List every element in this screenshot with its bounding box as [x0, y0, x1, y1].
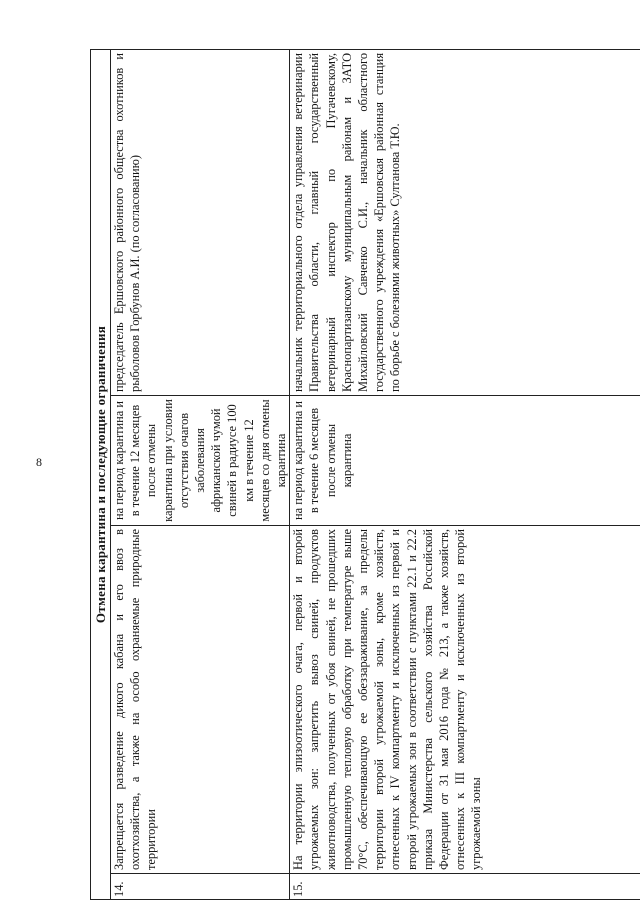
rotated-table-block: [90, 50, 628, 900]
measures-table: [90, 49, 640, 900]
responsible-cell: председатель Ершовского районного общества охотников и рыболовов Горбунов А.И. (по согласованию): [111, 49, 290, 395]
row-number: 15.: [290, 874, 640, 900]
row-number: 14.: [111, 874, 290, 900]
section-header-text: Отмена карантина и последующие ограничения: [91, 49, 111, 899]
responsible-cell: начальник территориального отдела управления ветеринарии Правительства области, главный государственный ветеринарный инспектор по Пугачевскому, Краснопартизанскому муниципальным районам и ЗАТО Михайловский Савченко С.И., начальник областного государственного учреждения «Ершовская районная станция по борьбе с болезнями животных» Султанова Т.Ю.: [290, 49, 640, 395]
table-row: [111, 49, 290, 899]
measure-cell: Запрещается разведение дикого кабана и его ввоз в охотхозяйства, а также на особо охраняемые природные территории: [111, 526, 290, 874]
table-section-header: [91, 49, 111, 899]
page-number: 8: [36, 455, 42, 469]
period-cell: на период карантина и в течение 6 месяцев после отмены карантина: [290, 396, 640, 526]
table-row: [290, 49, 640, 899]
period-cell: на период карантина и в течение 12 месяцев после отмены карантина при условии отсутствия очагов заболевания африканской чумой свиней в радиусе 100 км в течение 12 месяцев со дня отмены карантина: [111, 396, 290, 526]
measure-cell: На территории эпизоотического очага, первой и второй угрожаемых зон: запретить вывоз свиней, продуктов животноводства, полученных от убоя свиней, не прошедших промышленную тепловую обработку при температуре выше 70°С, обеспечивающую ее обеззараживание, за пределы территории второй угрожаемой зоны, кроме хозяйств, отнесенных к IV компартменту и исключенных из первой и второй угрожаемых зон в соответствии с пунктами 22.1 и 22.2 приказа Министерства сельского хозяйства Российской Федерации от 31 мая 2016 года № 213, а также хозяйств, отнесенных к III компартменту и исключенных из второй угрожаемой зоны: [290, 526, 640, 874]
